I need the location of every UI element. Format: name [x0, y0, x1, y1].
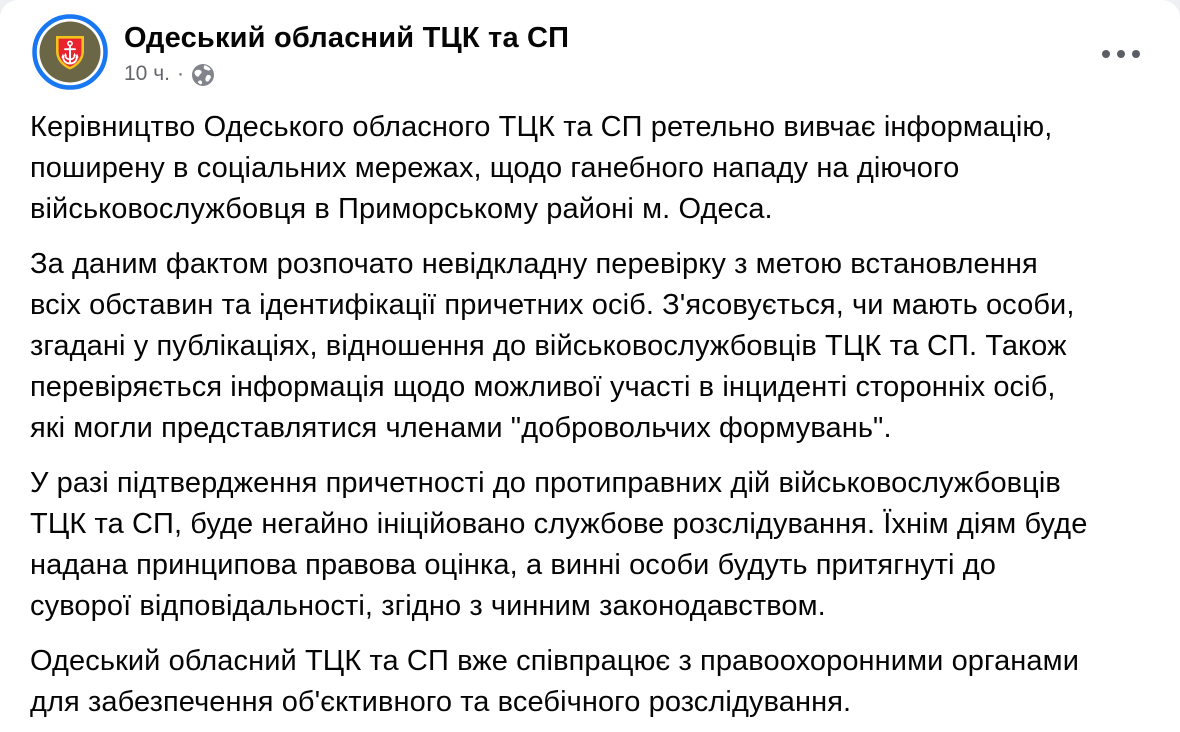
post-line: які могли представлятися членами "добровольчих формувань".	[30, 412, 892, 444]
post-line: згадані у публікаціях, відношення до військовослужбовців ТЦК та СП. Також	[30, 330, 1067, 362]
more-dot	[1102, 50, 1110, 58]
header-text	[124, 14, 569, 88]
post-line: перевіряється інформація щодо можливої участі в інциденті сторонніх осіб,	[30, 371, 1056, 403]
post-line: ТЦК та СП, буде негайно ініційовано службове розслідування. Їхнім діям буде	[30, 508, 1088, 540]
post-timestamp[interactable]: 10 ч.	[124, 62, 170, 85]
post-paragraph	[30, 244, 1150, 449]
avatar-emblem-icon	[32, 14, 108, 90]
page-avatar[interactable]	[32, 14, 108, 90]
post-paragraph	[30, 463, 1150, 627]
post-line: поширену в соціальних мережах, щодо ганебного нападу на діючого	[30, 152, 960, 184]
post-line: військовослужбовця в Приморському районі м. Одеса.	[30, 193, 773, 225]
post-body	[0, 107, 1180, 723]
post-line: У разі підтвердження причетності до протиправних дій військовослужбовців	[30, 467, 1061, 499]
post-paragraph	[30, 107, 1150, 230]
page-name[interactable]: Одеський обласний ТЦК та СП	[124, 22, 570, 54]
more-dot	[1117, 50, 1125, 58]
post-line: надана принципова правова оцінка, а винні особи будуть притягнуті до	[30, 549, 996, 581]
post-line: всіх обставин та ідентифікації причетних осіб. З'ясовується, чи мають особи,	[30, 289, 1075, 321]
meta-separator: ·	[176, 62, 184, 85]
post-line: Одеський обласний ТЦК та СП вже співпрацює з правоохоронними органами	[30, 645, 1079, 677]
post-paragraph	[30, 641, 1150, 723]
post-header	[0, 0, 1180, 90]
more-options-button[interactable]	[1092, 34, 1150, 74]
post-line: Керівництво Одеського обласного ТЦК та СП ретельно вивчає інформацію,	[30, 111, 1053, 143]
post-line: для забезпечення об'єктивного та всебічного розслідування.	[30, 686, 852, 718]
post-line: За даним фактом розпочато невідкладну перевірку з метою встановлення	[30, 248, 1038, 280]
more-dot	[1132, 50, 1140, 58]
globe-icon	[191, 63, 215, 87]
post-meta	[124, 60, 569, 88]
post-line: суворої відповідальності, згідно з чинним законодавством.	[30, 590, 826, 622]
